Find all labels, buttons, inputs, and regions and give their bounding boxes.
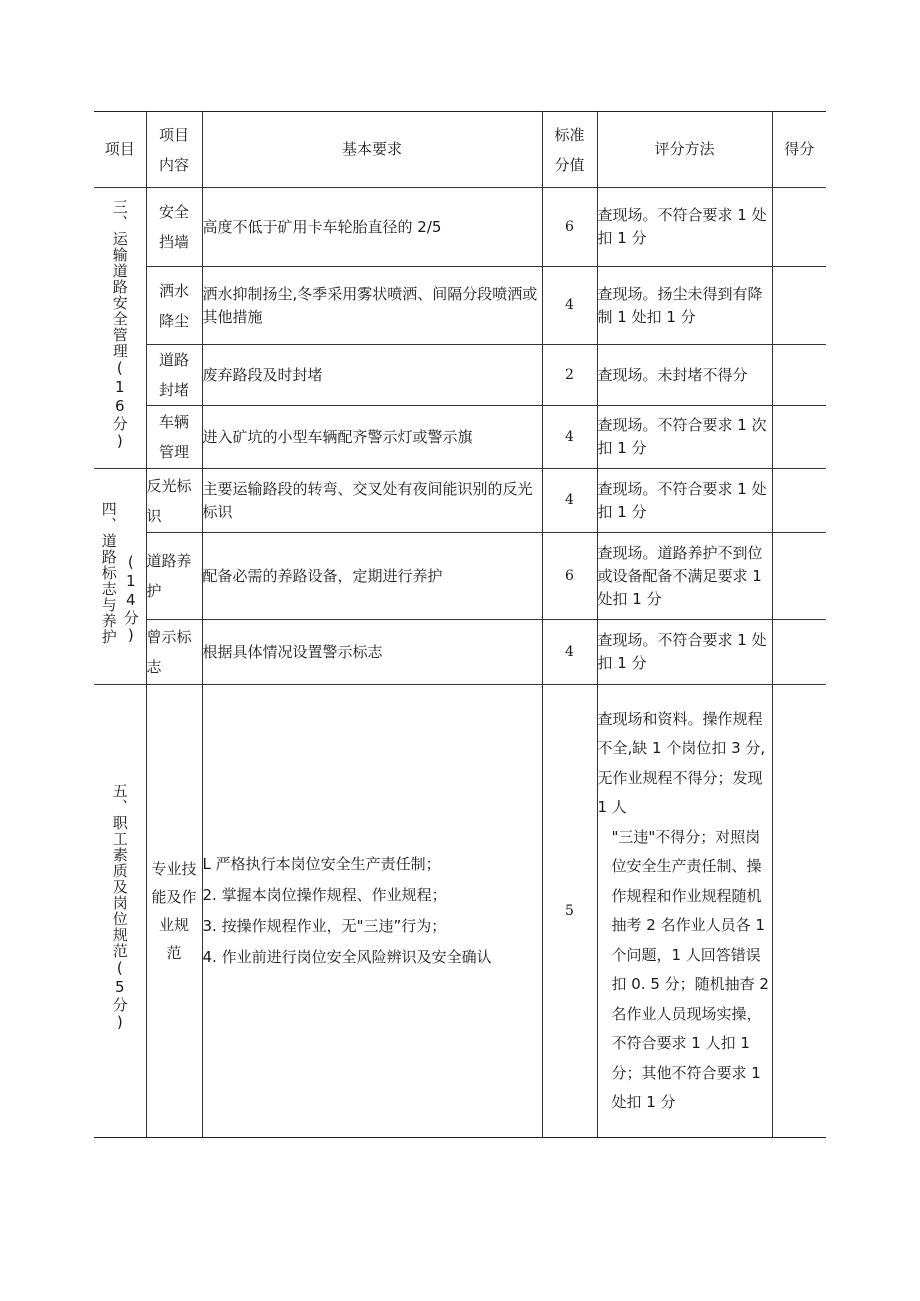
- score-cell[interactable]: [772, 620, 826, 685]
- method-cell: 查现场。不符合要求 1 处扣 1 分: [597, 188, 772, 267]
- standard-score-cell: 5: [542, 685, 597, 1138]
- score-cell[interactable]: [772, 469, 826, 533]
- item-cell: 道路 封堵: [146, 345, 202, 406]
- requirement-cell: 洒水抑制扬尘,冬季采用雾状喷洒、间隔分段喷洒或其他措施: [202, 267, 542, 345]
- requirement-cell: 高度不低于矿用卡车轮胎直径的 2/5: [202, 188, 542, 267]
- requirement-cell: 进入矿坑的小型车辆配齐警示灯或警示旗: [202, 406, 542, 469]
- table-row: [94, 345, 826, 406]
- section-category: 四、道路标志与养护 (14分): [94, 469, 146, 685]
- header-score: 得分: [772, 112, 826, 188]
- table-row: [94, 469, 826, 533]
- standard-score-cell: 6: [542, 533, 597, 620]
- table-row: [94, 267, 826, 345]
- method-cell: 查现场。未封堵不得分: [597, 345, 772, 406]
- item-cell: 道路养护: [146, 533, 202, 620]
- item-cell: 专业技 能及作 业规 范: [146, 685, 202, 1138]
- scoring-table: [94, 111, 826, 1138]
- method-cell: 查现场。不符合要求 1 处扣 1 分: [597, 620, 772, 685]
- score-cell[interactable]: [772, 345, 826, 406]
- requirement-line: 2. 掌握本岗位操作规程、作业规程；: [202, 886, 447, 904]
- method-cell: [597, 685, 772, 1138]
- table-row: [94, 620, 826, 685]
- standard-score-cell: 4: [542, 267, 597, 345]
- requirement-cell: 废弃路段及时封堵: [202, 345, 542, 406]
- item-cell: 安全 挡墙: [146, 188, 202, 267]
- requirement-cell: 根据具体情况设置警示标志: [202, 620, 542, 685]
- requirement-cell: 配备必需的养路设备，定期进行养护: [202, 533, 542, 620]
- score-cell[interactable]: [772, 406, 826, 469]
- table-row: [94, 533, 826, 620]
- header-project: 项目: [94, 112, 146, 188]
- score-cell[interactable]: [772, 267, 826, 345]
- header-item-content: 项目 内容: [146, 112, 202, 188]
- header-row: [94, 112, 826, 188]
- score-cell[interactable]: [772, 685, 826, 1138]
- item-cell: 车辆 管理: [146, 406, 202, 469]
- table-row: [94, 406, 826, 469]
- requirement-line: L 严格执行本岗位安全生产责任制；: [202, 855, 441, 873]
- requirement-cell: [202, 685, 542, 1138]
- method-cell: 查现场。扬尘未得到有降制 1 处扣 1 分: [597, 267, 772, 345]
- section-category: 三、运输道路安全管理(16分): [94, 188, 146, 469]
- table-row: [94, 685, 826, 1138]
- table-row: [94, 188, 826, 267]
- standard-score-cell: 4: [542, 469, 597, 533]
- requirement-line: 4. 作业前进行岗位安全风险辨识及安全确认: [202, 948, 492, 966]
- method-cell: 查现场。不符合要求 1 次扣 1 分: [597, 406, 772, 469]
- method-text-part2: "三违"不得分；对照岗位安全生产责任制、操作规程和作业规程随机抽考 2 名作业人员各 1 个问题，1 人回答错误扣 0. 5 分；随机抽杳 2 名作业人员现场实操，不符合要求 1 人扣 1 分；其他不符合要求 1 处扣 1 分: [611, 827, 769, 1111]
- requirement-line: 3. 按操作规程作业，无"三违”行为；: [202, 917, 447, 935]
- score-cell[interactable]: [772, 188, 826, 267]
- header-requirement: 基本要求: [202, 112, 542, 188]
- item-cell: 曾示标志: [146, 620, 202, 685]
- header-standard-score: 标准 分值: [542, 112, 597, 188]
- method-cell: 查现场。不符合要求 1 处扣 1 分: [597, 469, 772, 533]
- standard-score-cell: 6: [542, 188, 597, 267]
- header-method: 评分方法: [597, 112, 772, 188]
- section-category: 五、职工素质及岗位规范(5分): [94, 685, 146, 1138]
- standard-score-cell: 2: [542, 345, 597, 406]
- method-text-part1: 查现场和资料。操作规程不全,缺 1 个岗位扣 3 分,无作业规程不得分；发现 1 人: [597, 709, 766, 816]
- score-cell[interactable]: [772, 533, 826, 620]
- standard-score-cell: 4: [542, 620, 597, 685]
- item-cell: 洒水 降尘: [146, 267, 202, 345]
- standard-score-cell: 4: [542, 406, 597, 469]
- method-cell: 查现场。道路养护不到位或设备配备不满足要求 1 处扣 1 分: [597, 533, 772, 620]
- item-cell: 反光标识: [146, 469, 202, 533]
- requirement-cell: 主要运输路段的转弯、交叉处有夜间能识别的反光标识: [202, 469, 542, 533]
